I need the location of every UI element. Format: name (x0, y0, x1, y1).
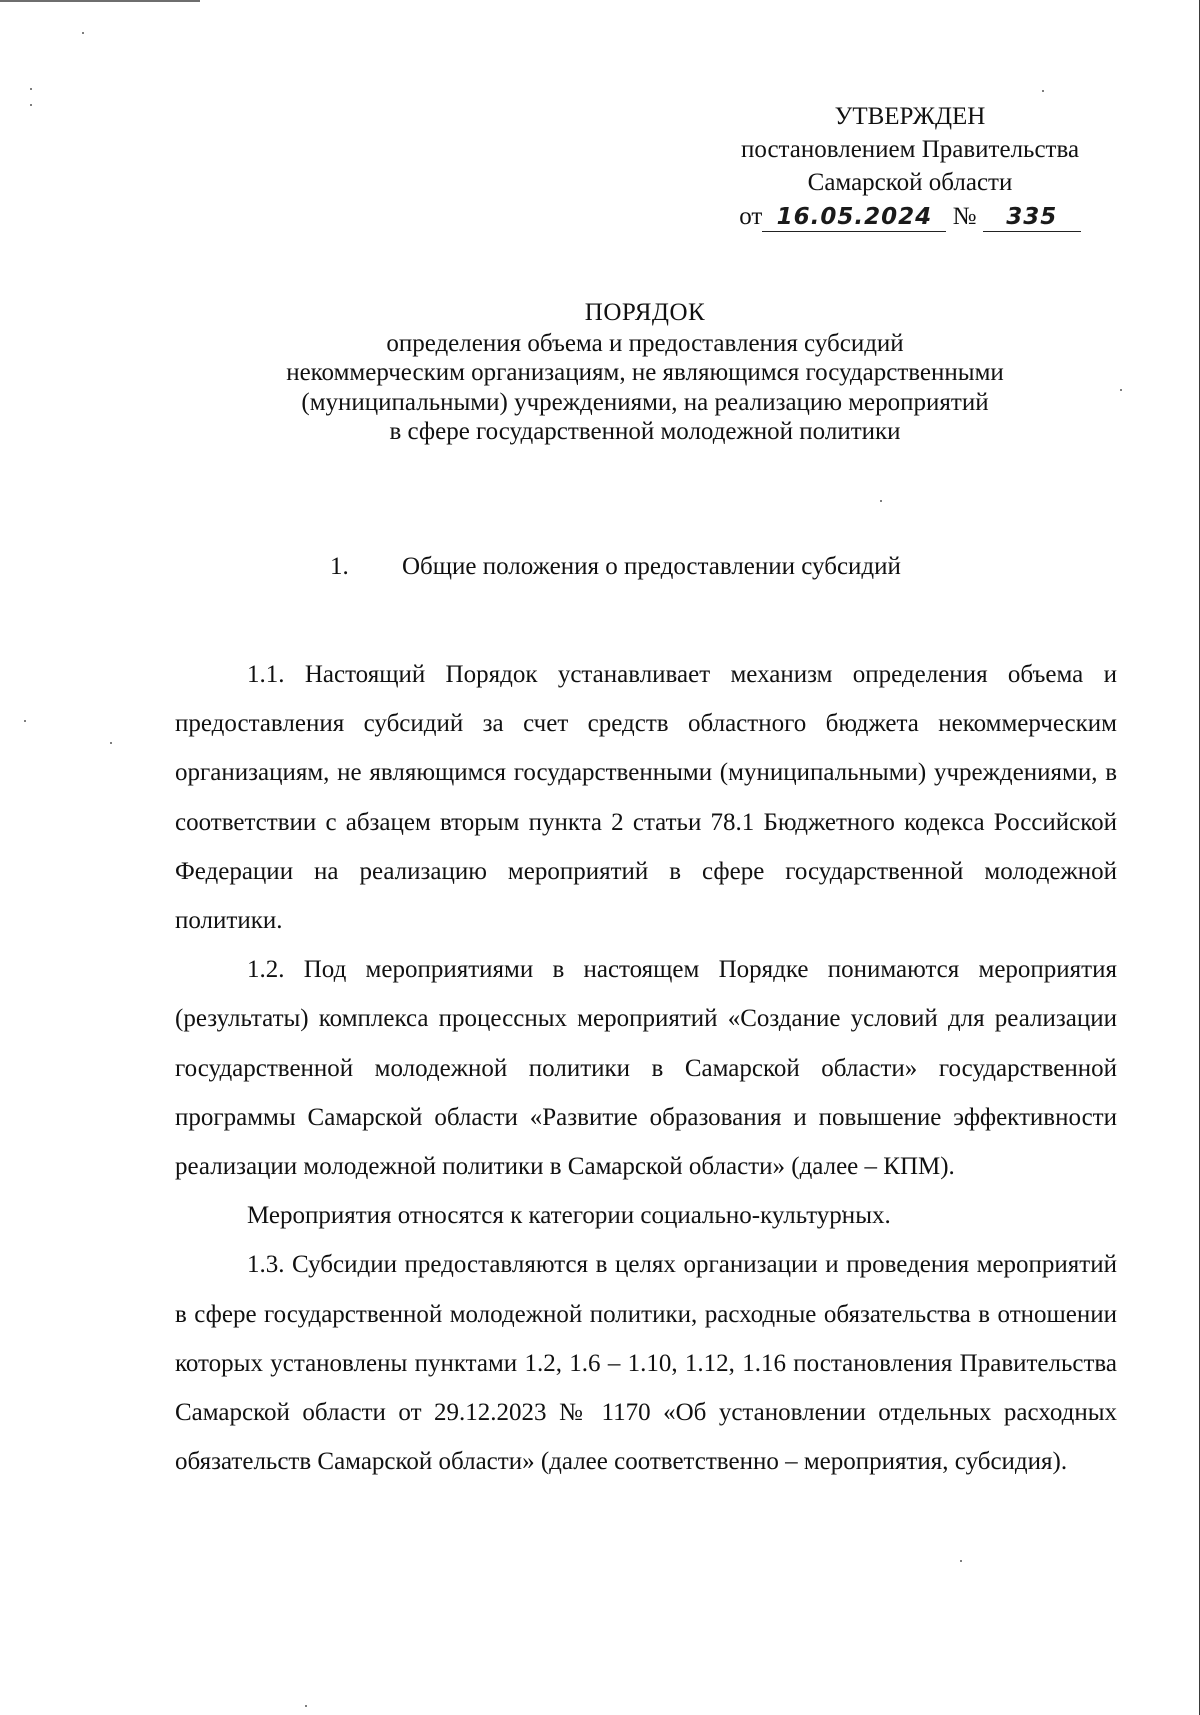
scan-speck (30, 88, 32, 90)
scan-speck (960, 1560, 962, 1562)
title-line: (муниципальными) учреждениями, на реализацию мероприятий (301, 388, 989, 416)
title-line: определения объема и предоставления субсидий (386, 329, 904, 357)
number-prefix: № (952, 203, 977, 230)
approval-heading: УТВЕРЖДЕН (834, 103, 986, 130)
scan-speck (24, 720, 26, 722)
approval-block (700, 100, 1120, 233)
scan-speck (305, 1705, 307, 1707)
document-body (175, 650, 1117, 1486)
approval-issuer: постановлением Правительства (740, 136, 1080, 163)
paragraph-categories: Мероприятия относятся к категории социально-культурных. (247, 1202, 891, 1230)
date-prefix: от (739, 203, 763, 230)
paragraph-1-2: 1.2. Под мероприятиями в настоящем Порядке понимаются мероприятия (результаты) комплекса процессных мероприятий «Создание условий для реализации государственной молодежной политики в Самарской области» государственной программы Самарской области «Развитие образования и повышение эффективности реализации молодежной политики в Самарской области» (далее – КПМ). (175, 956, 1117, 1181)
scan-speck (880, 500, 882, 502)
handwritten-number: 335 (983, 203, 1081, 232)
section-number: 1. (330, 553, 349, 580)
title-line: в сфере государственной молодежной политики (389, 418, 901, 445)
title-line: некоммерческим организациям, не являющимся государственными (286, 359, 1004, 386)
section-title: Общие положения о предоставлении субсидий (402, 553, 901, 580)
scan-speck (1120, 389, 1122, 391)
scan-speck (82, 32, 84, 34)
scan-speck (110, 742, 112, 744)
paragraph-1-3: 1.3. Субсидии предоставляются в целях организации и проведения мероприятий в сфере государственной молодежной политики, расходные обязательства в отношении которых установлены пунктами 1.2, 1.6 – 1.10, 1.12, 1.16 постановления Правительства Самарской области от 29.12.2023 № 1170 «Об установлении отдельных расходных обязательств Самарской области» (далее соответственно – мероприятия, субсидия). (175, 1251, 1117, 1476)
section-heading (330, 552, 901, 582)
document-title (175, 298, 1115, 447)
scan-edge-top (0, 0, 200, 2)
approval-date-line (700, 200, 1120, 233)
paragraph-1-1: 1.1. Настоящий Порядок устанавливает механизм определения объема и предоставления субсидий за счет средств областного бюджета некоммерческим организациям, не являющимся государственными (муниципальными) учреждениями, в соответствии с абзацем вторым пункта 2 статьи 78.1 Бюджетного кодекса Российской Федерации на реализацию мероприятий в сфере государственной молодежной политики. (175, 661, 1117, 935)
scan-speck (1042, 90, 1044, 92)
title-main: ПОРЯДОК (584, 299, 706, 326)
handwritten-date: 16.05.2024 (762, 203, 946, 232)
scan-speck (30, 104, 32, 106)
approval-region: Самарской области (807, 169, 1013, 196)
